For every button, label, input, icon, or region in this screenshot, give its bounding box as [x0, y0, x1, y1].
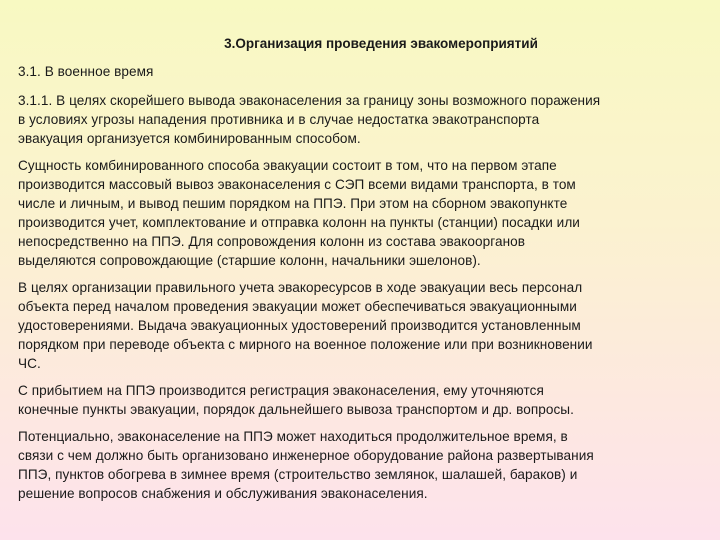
text-line: 3.1.1. В целях скорейшего вывода эваконаселения за границу зоны возможного поражения	[18, 93, 601, 108]
paragraph-3-1-1	[18, 91, 704, 148]
text-line: Сущность комбинированного способа эвакуации состоит в том, что на первом этапе	[18, 158, 557, 173]
text-line: удостоверениями. Выдача эвакуационных удостоверений производится установленным	[18, 318, 581, 333]
text-line: Потенциально, эваконаселение на ППЭ может находиться продолжительное время, в	[18, 429, 568, 444]
text-line: порядком при переводе объекта с мирного на военное положение или при возникновении	[18, 337, 593, 352]
text-line: в условиях угрозы нападения противника и в случае недостатка эвакотранспорта	[18, 112, 540, 127]
text-line: решение вопросов снабжения и обслуживания эваконаселения.	[18, 486, 428, 501]
text-line: ЧС.	[18, 356, 41, 371]
text-line: конечные пункты эвакуации, порядок дальнейшего вывоза транспортом и др. вопросы.	[18, 402, 574, 417]
text-line: числе и личным, и вывод пешим порядком на ППЭ. При этом на сборном эвакопункте	[18, 196, 568, 211]
text-line: В целях организации правильного учета эвакоресурсов в ходе эвакуации весь персонал	[18, 280, 583, 295]
text-line: объекта перед началом проведения эвакуации может обеспечиваться эвакуационными	[18, 299, 577, 314]
text-line: С прибытием на ППЭ производится регистрация эваконаселения, ему уточняются	[18, 383, 544, 398]
paragraph-evacuation-accounting	[18, 278, 704, 373]
text-line: ППЭ, пунктов обогрева в зимнее время (строительство землянок, шалашей, бараков) и	[18, 467, 578, 482]
page-title: 3.Организация проведения эвакомероприятий	[224, 36, 538, 51]
section-subtitle: 3.1. В военное время	[18, 64, 154, 79]
text-line: непосредственно на ППЭ. Для сопровождения колонн из состава эвакоорганов	[18, 234, 526, 249]
text-line: связи с чем должно быть организовано инженерное оборудование района развертывания	[18, 448, 594, 463]
paragraph-engineering-equipment	[18, 427, 704, 503]
paragraph-registration	[18, 381, 704, 419]
document-body	[18, 34, 704, 511]
text-line: производится массовый вывоз эваконаселения с СЭП всеми видами транспорта, в том	[18, 177, 576, 192]
text-line: выделяются сопровождающие (старшие колонн, начальники эшелонов).	[18, 253, 481, 268]
paragraph-combined-method	[18, 156, 704, 270]
text-line: эвакуация организуется комбинированным способом.	[18, 131, 361, 146]
text-line: производится учет, комплектование и отправка колонн на пункты (станции) посадки или	[18, 215, 580, 230]
